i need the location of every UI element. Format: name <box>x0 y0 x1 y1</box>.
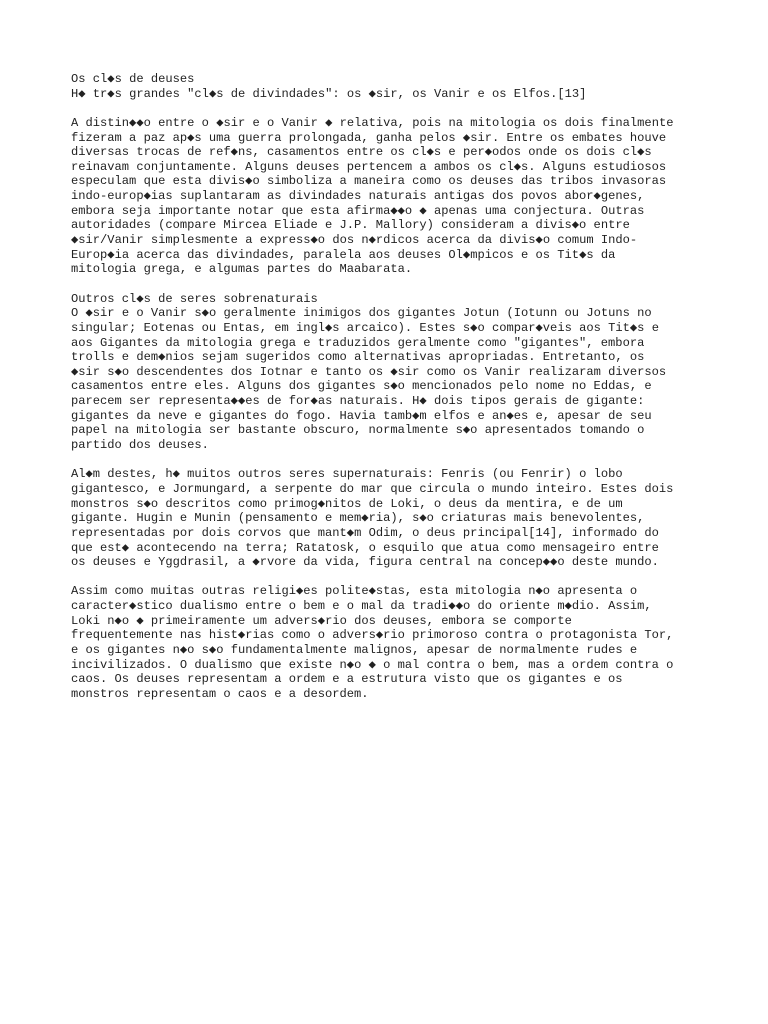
text-line: aos Gigantes da mitologia grega e traduzidos geralmente como "gigantes", embora <box>71 335 645 350</box>
text-line: incivilizados. O dualismo que existe n◆o ◆ o mal contra o bem, mas a ordem contra o <box>71 657 674 672</box>
text-line: singular; Eotenas ou Entas, em ingl◆s arcaico). Estes s◆o compar◆veis aos Tit◆s e <box>71 320 659 335</box>
text-line: casamentos entre eles. Alguns dos gigantes s◆o mencionados pelo nome no Eddas, e <box>71 379 652 394</box>
text-line: Europ◆ia acerca das divindades, paralela aos deuses Ol◆mpicos e os Tit◆s da <box>71 247 616 262</box>
text-line: especulam que esta divis◆o simboliza a maneira como os deuses das tribos invasoras <box>71 174 667 189</box>
text-line: ◆sir s◆o descendentes dos Iotnar e tanto os ◆sir como os Vanir realizaram diversos <box>71 364 667 379</box>
text-line: papel na mitologia ser bastante obscuro, normalmente s◆o apresentados tomando o <box>71 423 645 438</box>
paragraph <box>71 467 731 569</box>
paragraph <box>71 292 731 453</box>
text-line: caracter◆stico dualismo entre o bem e o mal da tradi◆◆o do oriente m◆dio. Assim, <box>71 599 652 614</box>
text-line: Loki n◆o ◆ primeiramente um advers◆rio dos deuses, embora se comporte <box>71 613 572 628</box>
text-line: gigantesco, e Jormungard, a serpente do mar que circula o mundo inteiro. Estes dois <box>71 481 674 496</box>
text-line: Al◆m destes, h◆ muitos outros seres supernaturais: Fenris (ou Fenrir) o lobo <box>71 467 623 482</box>
text-line: monstros representam o caos e a desordem. <box>71 686 369 701</box>
text-line: H◆ tr◆s grandes "cl◆s de divindades": os ◆sir, os Vanir e os Elfos.[13] <box>71 86 587 101</box>
text-line: e os gigantes n◆o s◆o fundamentalmente malignos, apesar de normalmente rudes e <box>71 642 638 657</box>
text-line: diversas trocas de ref◆ns, casamentos entre os cl◆s e per◆odos onde os dois cl◆s <box>71 145 652 160</box>
text-line: monstros s◆o descritos como primog◆nitos de Loki, o deus da mentira, e de um <box>71 496 623 511</box>
text-line: gigantes da neve e gigantes do fogo. Havia tamb◆m elfos e an◆es e, apesar de seu <box>71 408 652 423</box>
text-line: ◆sir/Vanir simplesmente a express◆o dos n◆rdicos acerca da divis◆o comum Indo- <box>71 233 638 248</box>
text-line: indo-europ◆ias suplantaram as divindades naturais antigas dos povos abor◆genes, <box>71 189 645 204</box>
text-line: caos. Os deuses representam a ordem e a estrutura visto que os gigantes e os <box>71 672 623 687</box>
document-page <box>71 72 731 716</box>
text-line: mitologia grega, e algumas partes do Maabarata. <box>71 262 413 277</box>
text-line: gigante. Hugin e Munin (pensamento e mem◆ria), s◆o criaturas mais benevolentes, <box>71 511 645 526</box>
paragraph <box>71 72 731 101</box>
text-line: Assim como muitas outras religi◆es polite◆stas, esta mitologia n◆o apresenta o <box>71 584 638 599</box>
text-line: fizeram a paz ap◆s uma guerra prolongada, ganha pelos ◆sir. Entre os embates houve <box>71 130 667 145</box>
text-line: representadas por dois corvos que mant◆m Odim, o deus principal[14], informado do <box>71 525 659 540</box>
text-line: frequentemente nas hist◆rias como o advers◆rio primoroso contra o protagonista Tor, <box>71 628 674 643</box>
text-line: embora seja importante notar que esta afirma◆◆o ◆ apenas uma conjectura. Outras <box>71 203 645 218</box>
paragraph <box>71 116 731 277</box>
text-line: O ◆sir e o Vanir s◆o geralmente inimigos dos gigantes Jotun (Iotunn ou Jotuns no <box>71 306 652 321</box>
text-line: reinavam conjuntamente. Alguns deuses pertencem a ambos os cl◆s. Alguns estudiosos <box>71 159 667 174</box>
text-line: que est◆ acontecendo na terra; Ratatosk, o esquilo que atua como mensageiro entre <box>71 540 659 555</box>
paragraph <box>71 584 731 701</box>
text-line: Os cl◆s de deuses <box>71 72 195 86</box>
text-line: partido dos deuses. <box>71 438 209 453</box>
text-line: os deuses e Yggdrasil, a ◆rvore da vida, figura central na concep◆◆o deste mundo. <box>71 555 659 570</box>
text-line: parecem ser representa◆◆es de for◆as naturais. H◆ dois tipos gerais de gigante: <box>71 394 645 409</box>
text-line: trolls e dem◆nios sejam sugeridos como alternativas apropriadas. Entretanto, os <box>71 350 645 365</box>
text-line: A distin◆◆o entre o ◆sir e o Vanir ◆ relativa, pois na mitologia os dois finalmente <box>71 115 674 130</box>
text-line: Outros cl◆s de seres sobrenaturais <box>71 291 318 306</box>
text-line: autoridades (compare Mircea Eliade e J.P. Mallory) consideram a divis◆o entre <box>71 218 630 233</box>
